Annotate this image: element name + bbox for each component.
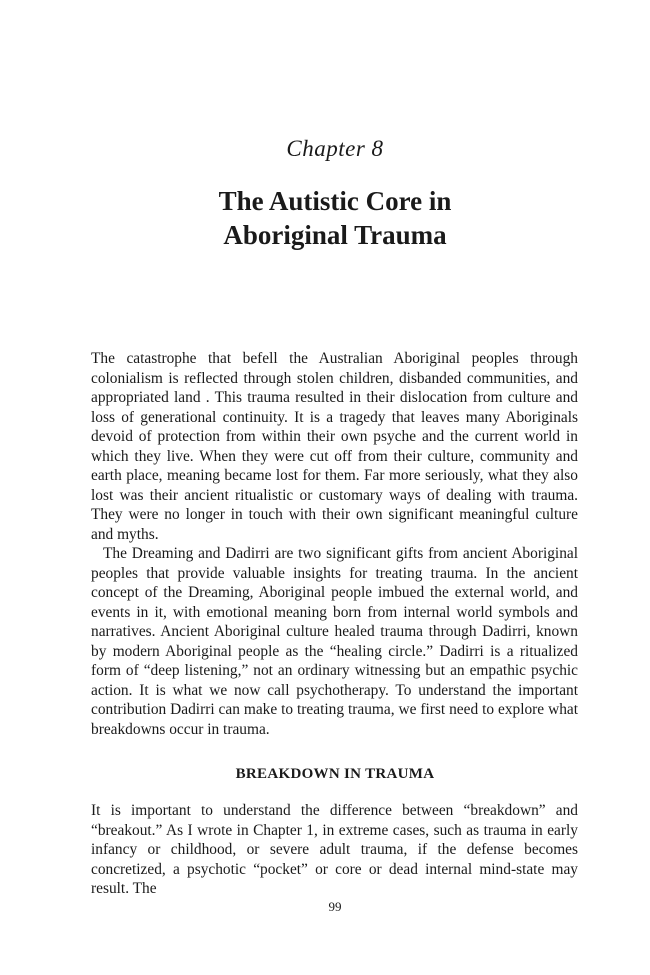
paragraph: The Dreaming and Dadirri are two significant gifts from ancient Aboriginal peoples that provide valuable insights for treating trauma. In the ancient concept of the Dreaming, Aboriginal people imbued the external world, and events in it, with emotional meaning born from internal world symbols and narratives. Ancient Aboriginal culture healed trauma through Dadirri, known by modern Aboriginal people as the “healing circle.” Dadirri is a ritualized form of “deep listening,” not an ordinary witnessing but an empathic psychic action. It is what we now call psychotherapy. To understand the important contribution Dadirri can make to treating trauma, we first need to explore what breakdowns occur in trauma.	[91, 545, 578, 738]
section-text	[91, 801, 578, 899]
chapter-title-line-2: Aboriginal Trauma	[223, 220, 447, 250]
paragraph: The catastrophe that befell the Australian Aboriginal peoples through colonialism is reflected through stolen children, disbanded communities, and appropriated land . This trauma resulted in their dislocation from culture and loss of generational continuity. It is a tragedy that leaves many Aboriginals devoid of protection from within their own psyche and the current world in which they live. When they were cut off from their culture, community and earth place, meaning became lost for them. Far more seriously, what they also lost was their ancient ritualistic or customary ways of dealing with trauma. They were no longer in touch with their own significant meaningful culture and myths.	[91, 350, 578, 543]
intro-text	[91, 349, 578, 739]
chapter-title	[0, 184, 650, 252]
page-number: 99	[328, 899, 342, 914]
section-heading: BREAKDOWN IN TRAUMA	[235, 766, 435, 782]
paragraph: It is important to understand the difference between “breakdown” and “breakout.” As I wrote in Chapter 1, in extreme cases, such as trauma in early infancy or childhood, or severe adult trauma, if the defense becomes concretized, a psychotic “pocket” or core or dead internal mind-state may result. The	[91, 802, 578, 897]
chapter-title-line-1: The Autistic Core in	[218, 186, 452, 216]
chapter-label: Chapter 8	[286, 136, 384, 161]
